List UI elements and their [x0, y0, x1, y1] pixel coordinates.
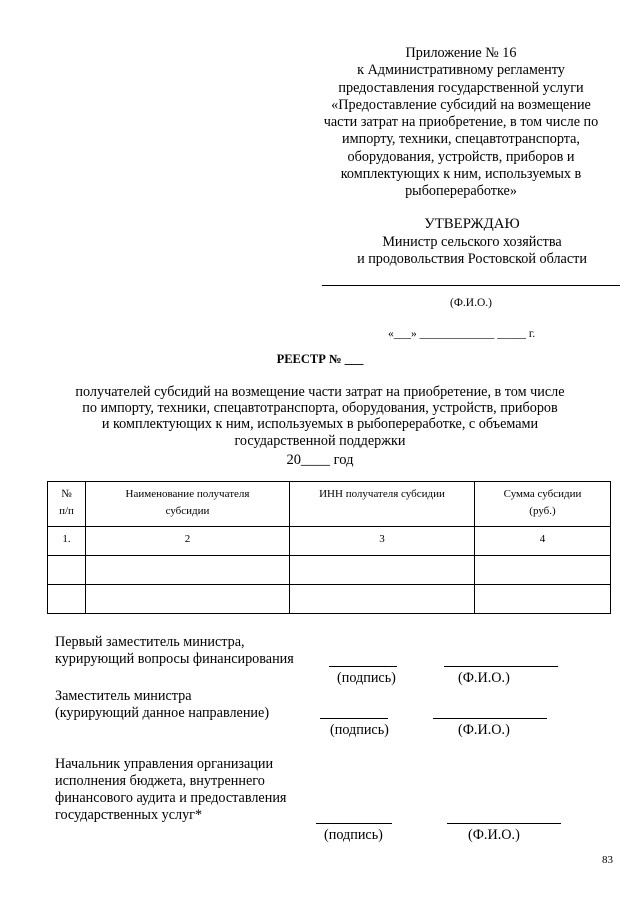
signature-line	[329, 666, 397, 667]
table-cell: 2	[86, 527, 290, 556]
appendix-line: Приложение № 16	[405, 45, 517, 61]
approval-title: УТВЕРЖДАЮ	[424, 216, 520, 232]
deputy-position: Заместитель министра (курирующий данное направление)	[55, 688, 270, 721]
table-cell: 1.	[48, 527, 86, 556]
approval-line: Министр сельского хозяйства	[382, 233, 562, 250]
signature-line	[320, 718, 388, 719]
approval-date-line: «___» _____________ _____ г.	[388, 328, 536, 340]
table-cell: 3	[290, 527, 475, 556]
registry-table	[47, 481, 611, 614]
table-cell	[290, 556, 475, 585]
approval-line: и продовольствия Ростовской области	[357, 251, 587, 267]
head-position: Начальник управления организации исполнения бюджета, внутреннего финансового аудита и предоставления государственных услуг*	[55, 756, 287, 823]
table-cell: 4	[475, 527, 611, 556]
table-cell	[475, 585, 611, 614]
header-cell-number: № п/п	[48, 482, 86, 527]
appendix-line: импорту, техники, спецавтотранспорта,	[342, 131, 580, 148]
first-deputy-position: Первый заместитель министра, курирующий вопросы финансирования	[55, 634, 294, 667]
appendix-line: «Предоставление субсидий на возмещение	[331, 96, 591, 113]
fio-line	[444, 666, 558, 667]
description-line: государственной поддержки	[234, 432, 406, 449]
signature-line	[316, 823, 392, 824]
description-line: и комплектующих к ним, используемых в рыбопереработке, с объемами	[101, 416, 539, 433]
header-cell-recipient: Наименование получателя субсидии	[86, 482, 290, 527]
page-number: 83	[602, 854, 613, 866]
registry-title: РЕЕСТР № ___	[276, 352, 364, 366]
appendix-line: комплектующих к ним, используемых в	[340, 166, 582, 183]
registry-year: 20____ год	[286, 452, 354, 468]
appendix-line: предоставления государственной услуги	[338, 79, 584, 96]
table-row	[48, 585, 611, 614]
signature-caption: (подпись)	[330, 722, 389, 738]
description-line: получателей субсидий на возмещение части затрат на приобретение, в том числе	[75, 384, 565, 400]
approval-fio-caption: (Ф.И.О.)	[450, 297, 492, 309]
fio-caption: (Ф.И.О.)	[458, 722, 510, 738]
table-cell	[48, 585, 86, 614]
fio-line	[447, 823, 561, 824]
appendix-line: части затрат на приобретение, в том числе по	[323, 114, 599, 131]
approval-signature-line	[322, 285, 620, 286]
appendix-line: к Административному регламенту	[357, 62, 565, 79]
header-cell-inn: ИНН получателя субсидии	[290, 482, 475, 527]
fio-caption: (Ф.И.О.)	[468, 827, 520, 843]
description-line: по импорту, техники, спецавтотранспорта, оборудования, устройств, приборов	[82, 400, 558, 417]
table-row	[48, 556, 611, 585]
table-number-row	[48, 527, 611, 556]
signature-caption: (подпись)	[337, 670, 396, 686]
table-header-row	[48, 482, 611, 527]
fio-line	[433, 718, 547, 719]
appendix-block	[300, 45, 622, 201]
fio-caption: (Ф.И.О.)	[458, 670, 510, 686]
appendix-line: оборудования, устройств, приборов и	[347, 148, 575, 165]
table-cell	[290, 585, 475, 614]
signature-caption: (подпись)	[324, 827, 383, 843]
table-cell	[86, 556, 290, 585]
approval-block	[300, 216, 640, 269]
appendix-line: рыбопереработке»	[405, 183, 517, 200]
table-cell	[475, 556, 611, 585]
registry-description	[60, 384, 580, 449]
table-cell	[48, 556, 86, 585]
table-cell	[86, 585, 290, 614]
header-cell-amount: Сумма субсидии (руб.)	[475, 482, 611, 527]
